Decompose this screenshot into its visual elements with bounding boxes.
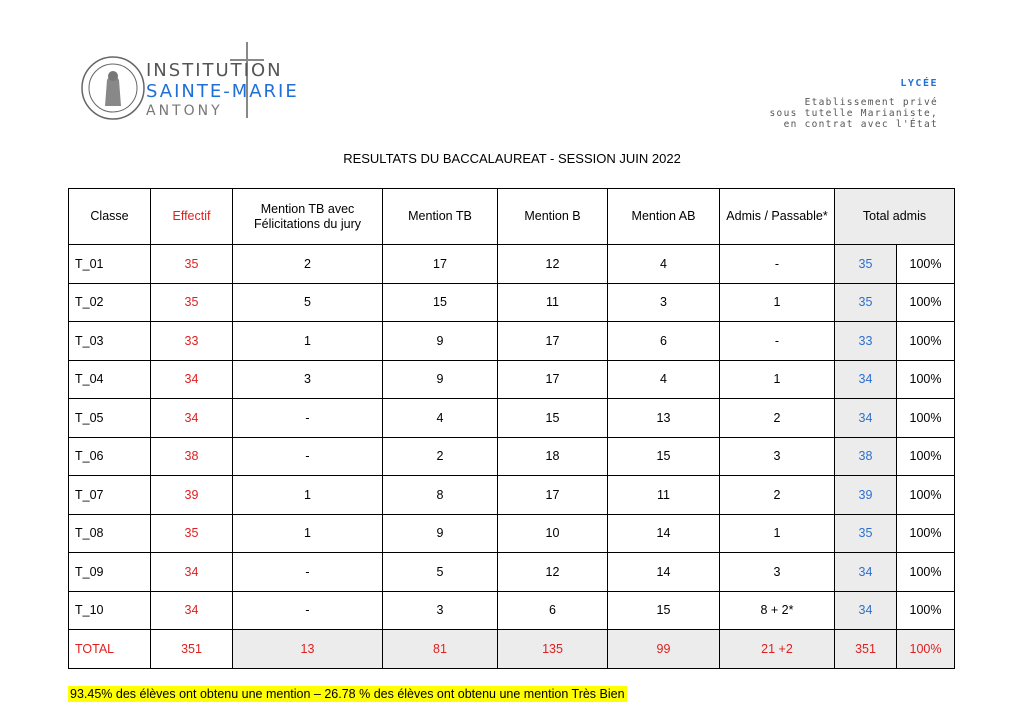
cell-effectif: 33 bbox=[151, 322, 233, 361]
cell-percent: 100% bbox=[897, 245, 955, 284]
cell-classe: T_03 bbox=[69, 322, 151, 361]
cell-ab: 13 bbox=[608, 399, 720, 438]
cell-passable: 1 bbox=[720, 514, 835, 553]
cell-tb-felicitations: 5 bbox=[233, 283, 383, 322]
cell-ab: 3 bbox=[608, 283, 720, 322]
cell-total: 35 bbox=[835, 245, 897, 284]
cell-passable: 2 bbox=[720, 476, 835, 515]
cell-b: 12 bbox=[498, 245, 608, 284]
table-row bbox=[69, 591, 955, 630]
cell-classe: T_08 bbox=[69, 514, 151, 553]
cell-percent: 100% bbox=[897, 514, 955, 553]
cell-percent: 100% bbox=[897, 283, 955, 322]
header-passable: Admis / Passable* bbox=[720, 189, 835, 245]
cell-tb: 17 bbox=[383, 245, 498, 284]
cell-ab: 14 bbox=[608, 553, 720, 592]
cell-percent: 100% bbox=[897, 476, 955, 515]
table-row bbox=[69, 437, 955, 476]
cell-classe: T_10 bbox=[69, 591, 151, 630]
cell-ab: 6 bbox=[608, 322, 720, 361]
cell-effectif: 34 bbox=[151, 553, 233, 592]
cell-effectif: 39 bbox=[151, 476, 233, 515]
table-row bbox=[69, 553, 955, 592]
cell-percent: 100% bbox=[897, 553, 955, 592]
subtitle-line: sous tutelle Marianiste, bbox=[769, 108, 938, 119]
school-info bbox=[770, 78, 938, 130]
cell-b: 11 bbox=[498, 283, 608, 322]
cell-total: 33 bbox=[835, 322, 897, 361]
cell-b: 17 bbox=[498, 360, 608, 399]
cell-classe: T_04 bbox=[69, 360, 151, 399]
cell-effectif: 38 bbox=[151, 437, 233, 476]
cell-passable: 2 bbox=[720, 399, 835, 438]
table-row bbox=[69, 245, 955, 284]
cell-classe: T_09 bbox=[69, 553, 151, 592]
cell-total: 38 bbox=[835, 437, 897, 476]
cell-ab: 15 bbox=[608, 591, 720, 630]
results-table bbox=[68, 188, 955, 669]
cell-b: 12 bbox=[498, 553, 608, 592]
table-row bbox=[69, 514, 955, 553]
cell-tb-felicitations: - bbox=[233, 399, 383, 438]
total-cell-percent: 100% bbox=[897, 630, 955, 669]
header-classe: Classe bbox=[69, 189, 151, 245]
cell-tb-felicitations: 3 bbox=[233, 360, 383, 399]
cell-ab: 4 bbox=[608, 245, 720, 284]
cell-b: 10 bbox=[498, 514, 608, 553]
logo-line-3: ANTONY bbox=[146, 103, 223, 119]
table-row bbox=[69, 399, 955, 438]
header-tb-felicitations: Mention TB avec Félicitations du jury bbox=[233, 189, 383, 245]
cell-total: 34 bbox=[835, 591, 897, 630]
cell-tb: 5 bbox=[383, 553, 498, 592]
cell-effectif: 34 bbox=[151, 360, 233, 399]
cell-ab: 4 bbox=[608, 360, 720, 399]
cell-tb-felicitations: 1 bbox=[233, 322, 383, 361]
cell-percent: 100% bbox=[897, 591, 955, 630]
cell-classe: T_07 bbox=[69, 476, 151, 515]
table-header-row bbox=[69, 189, 955, 245]
subtitle-line: en contrat avec l'État bbox=[783, 119, 938, 130]
institution-logo bbox=[80, 40, 320, 130]
cell-tb-felicitations: - bbox=[233, 553, 383, 592]
table-row bbox=[69, 322, 955, 361]
cell-effectif: 34 bbox=[151, 591, 233, 630]
table-row bbox=[69, 360, 955, 399]
cell-passable: 3 bbox=[720, 553, 835, 592]
cell-tb-felicitations: 2 bbox=[233, 245, 383, 284]
total-cell-tb-felicitations: 13 bbox=[233, 630, 383, 669]
logo-line-2: SAINTE-MARIE bbox=[146, 81, 299, 102]
total-cell-b: 135 bbox=[498, 630, 608, 669]
cell-passable: - bbox=[720, 245, 835, 284]
total-cell-tb: 81 bbox=[383, 630, 498, 669]
table-row bbox=[69, 476, 955, 515]
logo-line-1: INSTITUTION bbox=[146, 60, 283, 81]
total-cell-passable: 21 +2 bbox=[720, 630, 835, 669]
table-total-row bbox=[69, 630, 955, 669]
cell-tb-felicitations: 1 bbox=[233, 514, 383, 553]
cell-effectif: 34 bbox=[151, 399, 233, 438]
cell-total: 34 bbox=[835, 553, 897, 592]
total-cell-classe: TOTAL bbox=[69, 630, 151, 669]
header-total: Total admis bbox=[835, 189, 955, 245]
cell-tb: 9 bbox=[383, 514, 498, 553]
cell-total: 34 bbox=[835, 360, 897, 399]
cell-tb: 2 bbox=[383, 437, 498, 476]
cell-tb: 15 bbox=[383, 283, 498, 322]
cell-passable: 3 bbox=[720, 437, 835, 476]
cell-total: 35 bbox=[835, 514, 897, 553]
page-title: RESULTATS DU BACCALAUREAT - SESSION JUIN 2022 bbox=[343, 151, 681, 166]
cell-percent: 100% bbox=[897, 322, 955, 361]
cell-tb: 8 bbox=[383, 476, 498, 515]
cell-tb-felicitations: 1 bbox=[233, 476, 383, 515]
table-body bbox=[69, 245, 955, 669]
cell-tb: 4 bbox=[383, 399, 498, 438]
header-ab: Mention AB bbox=[608, 189, 720, 245]
cell-passable: 1 bbox=[720, 360, 835, 399]
cell-b: 15 bbox=[498, 399, 608, 438]
cell-b: 6 bbox=[498, 591, 608, 630]
cell-passable: 8 + 2* bbox=[720, 591, 835, 630]
cell-passable: 1 bbox=[720, 283, 835, 322]
cell-classe: T_05 bbox=[69, 399, 151, 438]
table-row bbox=[69, 283, 955, 322]
cell-passable: - bbox=[720, 322, 835, 361]
footer-note: 93.45% des élèves ont obtenu une mention – 26.78 % des élèves ont obtenu une mention Très Bien bbox=[70, 687, 625, 701]
cell-effectif: 35 bbox=[151, 245, 233, 284]
total-cell-effectif: 351 bbox=[151, 630, 233, 669]
cell-effectif: 35 bbox=[151, 283, 233, 322]
cell-ab: 11 bbox=[608, 476, 720, 515]
cell-total: 39 bbox=[835, 476, 897, 515]
cell-classe: T_06 bbox=[69, 437, 151, 476]
cell-classe: T_02 bbox=[69, 283, 151, 322]
cell-percent: 100% bbox=[897, 360, 955, 399]
cell-b: 17 bbox=[498, 322, 608, 361]
cell-classe: T_01 bbox=[69, 245, 151, 284]
cell-percent: 100% bbox=[897, 437, 955, 476]
cell-b: 18 bbox=[498, 437, 608, 476]
cell-tb-felicitations: - bbox=[233, 437, 383, 476]
lycee-label: LYCÉE bbox=[900, 78, 938, 89]
header-b: Mention B bbox=[498, 189, 608, 245]
cell-ab: 15 bbox=[608, 437, 720, 476]
cell-tb-felicitations: - bbox=[233, 591, 383, 630]
total-cell-total: 351 bbox=[835, 630, 897, 669]
cell-percent: 100% bbox=[897, 399, 955, 438]
cell-ab: 14 bbox=[608, 514, 720, 553]
total-cell-ab: 99 bbox=[608, 630, 720, 669]
cell-total: 35 bbox=[835, 283, 897, 322]
cell-effectif: 35 bbox=[151, 514, 233, 553]
cell-b: 17 bbox=[498, 476, 608, 515]
header-tb: Mention TB bbox=[383, 189, 498, 245]
subtitle-line: Etablissement privé bbox=[804, 97, 938, 108]
cell-tb: 9 bbox=[383, 322, 498, 361]
cell-total: 34 bbox=[835, 399, 897, 438]
cell-tb: 3 bbox=[383, 591, 498, 630]
header-effectif: Effectif bbox=[151, 189, 233, 245]
cell-tb: 9 bbox=[383, 360, 498, 399]
